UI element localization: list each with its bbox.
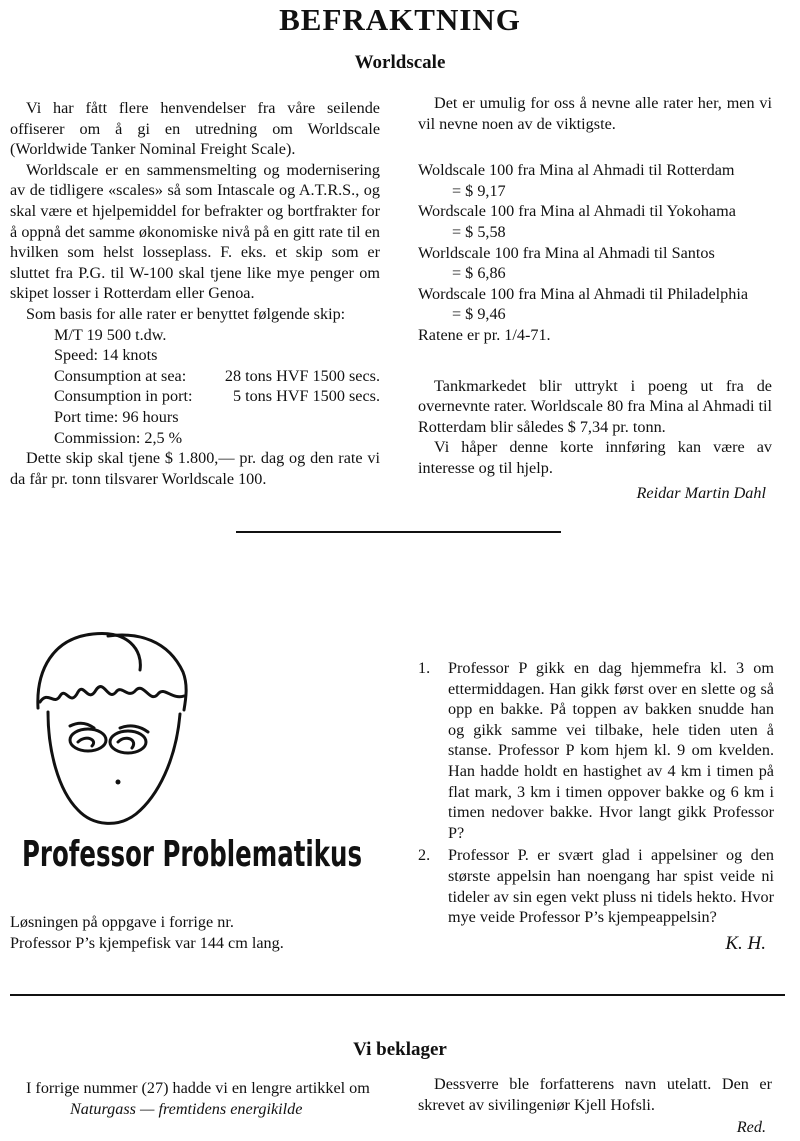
previous-solution: Løsningen på oppgave i forrige nr. Professor P’s kjempefisk var 144 cm lang. [10,913,284,952]
article-title: BEFRAKTNING [279,2,521,37]
notice-right [418,1074,772,1138]
face-outline [48,712,180,823]
editor-signature: Red. [736,1118,766,1137]
rate-entry: Worldscale 100 fra Mina al Ahmadi til Santos = $ 6,86 [418,243,715,283]
rates-date: Ratene er pr. 1/4-71. [418,325,551,344]
earnings-paragraph: Dette skip skal tjene $ 1.800,— pr. dag og den rate vi da får pr. tonn tilsvarer Worldscale 100. [10,449,380,488]
rate-entry: Wordscale 100 fra Mina al Ahmadi til Yokohama = $ 5,58 [418,202,736,241]
fringe-line [40,687,184,702]
definition-paragraph: Worldscale er en sammensmelting og modernisering av de tidligere «scales» så som Intascale og A.T.R.S., og skal være et hjelpemiddel for befrakter og bortfrakter for å oppnå det samme økonomiske nivå på en gitt rate til en hvilken som helst losseplass. F. eks. et skip som er sluttet fra P.G. til W-100 skal tjene like mye penger om skipet losser i Rotterdam eller Genoa. [10,160,380,303]
notice-title: Vi beklager [353,1039,447,1060]
professor-logo-text: Professor Problematikus [22,834,362,875]
intro-paragraph: Vi har fått flere henvendelser fra våre seilende offiserer om å gi en utredning om Worldscale (Worldwide Tanker Nominal Freight Scale). [10,99,380,159]
author-signature: Reidar Martin Dahl [636,483,766,502]
problem-item: 2. Professor P. er svært glad i appelsiner og den største appelsin han noengang har spist veide ni tideler av sin egen vekt pluss ni tidels hekto. Hvor mye veide Professor P’s kjempeappelsin? [418,846,774,927]
basis-paragraph: Som basis for alle rater er benyttet følgende skip: [26,304,346,323]
hair-outline [108,635,186,710]
ship-spec-ship: M/T 19 500 t.dw. [54,325,167,344]
eye [110,731,146,753]
problem-list [418,658,774,954]
section-divider [236,531,561,533]
ship-spec-consumption-sea: Consumption at sea: 28 tons HVF 1500 secs. [54,366,380,385]
notice-right-text: Dessverre ble forfatterens navn utelatt. Den er skrevet av sivilingeniør Kjell Hofsli. [418,1075,772,1114]
ship-spec-consumption-port: Consumption in port: 5 tons HVF 1500 secs. [54,387,380,406]
right-column [418,93,772,503]
notice-left [10,1078,382,1119]
brow-line [70,723,94,728]
hair-outline [38,633,141,708]
left-column [10,98,380,489]
eye-swirl [78,738,94,746]
problem-item: 1. Professor P gikk en dag hjemmefra kl. 3 om ettermiddagen. Han gikk først over en slette og så opp en bakke. På toppen av bakken snudde han og gikk samme vei tilbake, hele tiden uten å stanse. Professor P kom hjem kl. 9 om kvelden. Han hadde holdt en hastighet av 4 km i timen på flat mark, 3 km i timen oppover bakke og 6 km i timen nedover bakke. Hvor langt gikk Professor P? [418,659,774,842]
ship-spec-speed: Speed: 14 knots [54,346,158,365]
ship-spec-commission: Commission: 2,5 % [54,428,183,447]
professor-face-drawing [8,630,378,880]
rates-intro-paragraph: Det er umulig for oss å nevne alle rater her, men vi vil nevne noen av de viktigste. [418,94,772,133]
section-divider [10,994,785,996]
eye [70,729,106,751]
mouth-dot [116,780,121,785]
article-reference: Naturgass — fremtidens energikilde [70,1099,303,1118]
eye-swirl [118,738,134,748]
ship-spec-port-time: Port time: 96 hours [54,407,179,426]
rate-entry: Wordscale 100 fra Mina al Ahmadi til Philadelphia = $ 9,46 [418,284,749,324]
problem-signature: K. H. [725,932,766,954]
market-paragraph: Tankmarkedet blir uttrykt i poeng ut fra de overnevnte rater. Worldscale 80 fra Mina al Ahmadi til Rotterdam blir således $ 7,34 pr. tonn. [418,376,772,436]
notice-left-text: I forrige nummer (27) hadde vi en lengre artikkel om [26,1079,370,1097]
ship-spec-list [10,325,380,449]
closing-paragraph: Vi håper denne korte innføring kan være av interesse og til hjelp. [418,438,772,477]
article-subtitle: Worldscale [354,52,446,73]
rate-entry: Woldscale 100 fra Mina al Ahmadi til Rotterdam = $ 9,17 [418,161,735,200]
